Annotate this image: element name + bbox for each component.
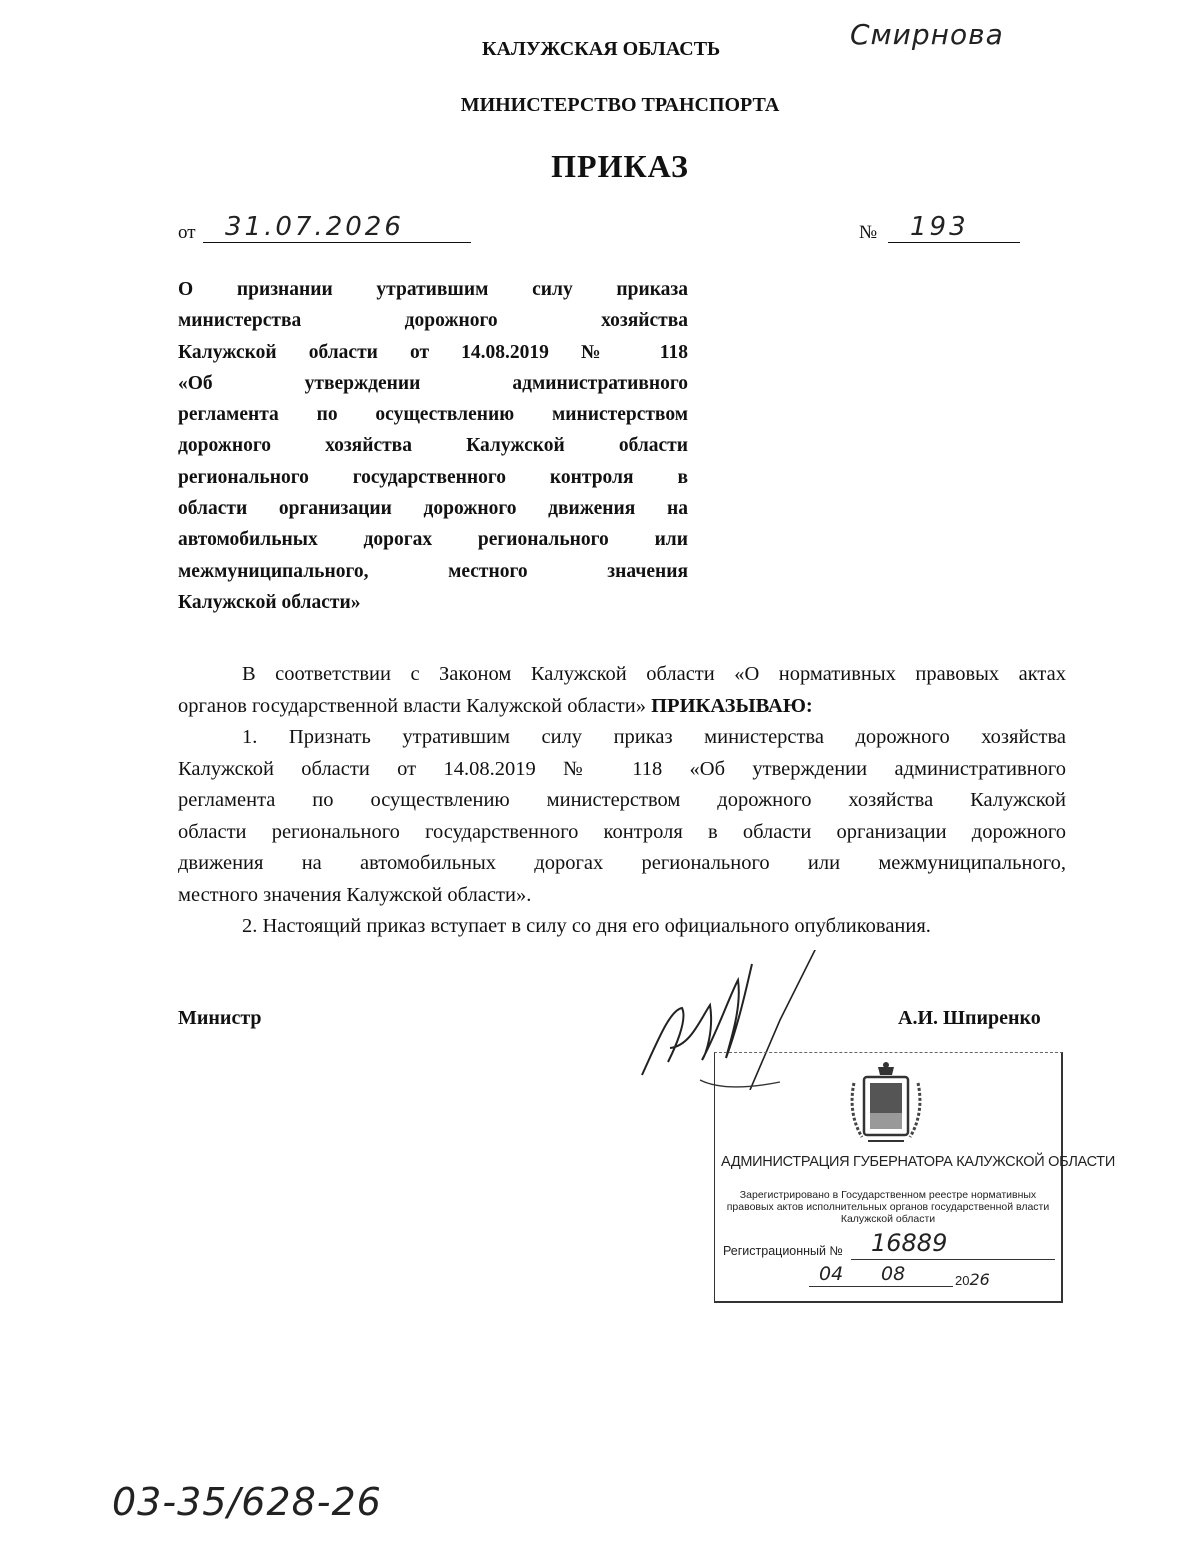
paragraph-1-line: местного значения Калужской области». bbox=[178, 883, 532, 906]
title-line: области организации дорожного движения на bbox=[178, 498, 688, 520]
title-line: «Об утверждении административного bbox=[178, 372, 688, 394]
number-value: 193 bbox=[910, 212, 969, 242]
title-line: дорожного хозяйства Калужской области bbox=[178, 435, 688, 457]
title-line: регламента по осуществлению министерством bbox=[178, 404, 688, 426]
registration-day: 04 bbox=[819, 1263, 844, 1285]
registration-month: 08 bbox=[881, 1263, 906, 1285]
paragraph-1-line: движения на автомобильных дорогах регионального или межмуниципального, bbox=[178, 852, 1066, 874]
footer-handwritten-code: 03-35/628-26 bbox=[112, 1480, 382, 1524]
signatory-name: А.И. Шпиренко bbox=[898, 1007, 1041, 1029]
registration-stamp bbox=[714, 1052, 1115, 1303]
paragraph-1-line: Калужской области от 14.08.2019 № 118 «Об утверждении административного bbox=[178, 757, 1066, 780]
title-line: регионального государственного контроля в bbox=[178, 466, 688, 488]
title-line: межмуниципального, местного значения bbox=[178, 560, 688, 582]
title-line: О признании утратившим силу приказа bbox=[178, 279, 688, 300]
document-type-heading: ПРИКАЗ bbox=[551, 148, 689, 184]
paragraph-1-line: области регионального государственного контроля в области организации дорожного bbox=[178, 820, 1066, 843]
title-line: Калужской области от 14.08.2019 № 118 bbox=[178, 341, 688, 363]
signatory-position: Министр bbox=[178, 1007, 262, 1029]
number-prefix: № bbox=[859, 222, 878, 243]
title-line: министерства дорожного хозяйства bbox=[178, 310, 688, 332]
body-intro-text: органов государственной власти Калужской области» bbox=[178, 694, 646, 717]
body-intro-line: В соответствии с Законом Калужской области «О нормативных правовых актах bbox=[242, 663, 1066, 685]
number-field bbox=[888, 212, 1020, 243]
order-title bbox=[178, 274, 688, 618]
date-field bbox=[203, 212, 471, 243]
paragraph-2: 2. Настоящий приказ вступает в силу со дня его официального опубликования. bbox=[242, 915, 931, 937]
registration-number-line bbox=[851, 1259, 1055, 1260]
order-body bbox=[178, 659, 1066, 943]
registration-date-line bbox=[809, 1286, 953, 1287]
title-line: Калужской области» bbox=[178, 591, 361, 613]
region-heading: КАЛУЖСКАЯ ОБЛАСТЬ bbox=[482, 38, 721, 60]
corner-handwritten-note: Смирнова bbox=[850, 18, 1004, 51]
body-order-keyword: ПРИКАЗЫВАЮ: bbox=[651, 694, 813, 717]
ministry-heading: МИНИСТЕРСТВО ТРАНСПОРТА bbox=[460, 94, 780, 116]
coat-of-arms-icon bbox=[850, 1061, 922, 1147]
registration-year-suffix: 26 bbox=[969, 1270, 990, 1289]
title-line: автомобильных дорогах регионального или bbox=[178, 529, 688, 551]
registration-year-prefix: 20 bbox=[955, 1273, 970, 1288]
date-prefix: от bbox=[178, 222, 196, 243]
stamp-organization: АДМИНИСТРАЦИЯ ГУБЕРНАТОРА КАЛУЖСКОЙ ОБЛАСТИ bbox=[721, 1154, 1115, 1170]
body-intro-line bbox=[178, 691, 1066, 723]
stamp-registration-label: Регистрационный № bbox=[723, 1244, 843, 1258]
date-value: 31.07.2026 bbox=[225, 212, 404, 242]
stamp-registry-note: Зарегистрировано в Государственном реестре нормативных правовых актов исполнительных органов государственной власти Калужской области bbox=[726, 1189, 1050, 1225]
registration-year bbox=[955, 1270, 990, 1289]
paragraph-1-line: 1. Признать утратившим силу приказ министерства дорожного хозяйства bbox=[242, 726, 1066, 748]
registration-number: 16889 bbox=[871, 1229, 948, 1257]
paragraph-1-line: регламента по осуществлению министерством дорожного хозяйства Калужской bbox=[178, 789, 1066, 811]
